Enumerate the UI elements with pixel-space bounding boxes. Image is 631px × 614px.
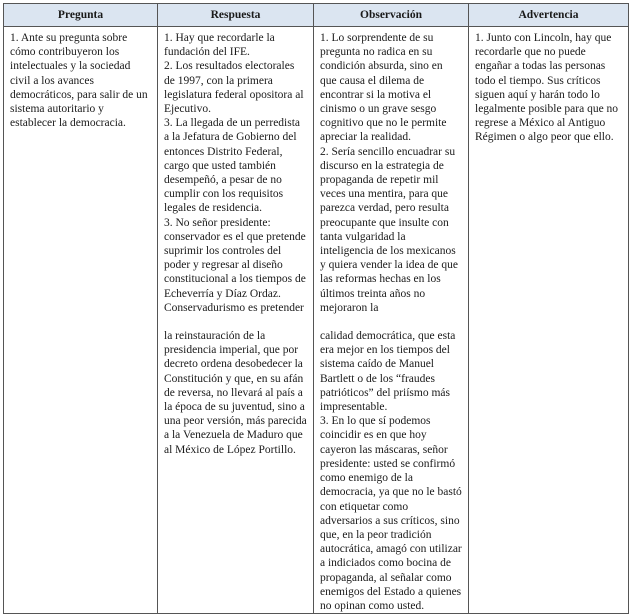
respuesta-item-2: 2. Los resultados electorales de 1997, con la primera legislatura federal opositora al Ejecutivo. <box>164 60 304 116</box>
cell-observacion <box>314 27 469 614</box>
observacion-item-2: 2. Sería sencillo encuadrar su discurso en la estrategia de propaganda de repetir mil veces una mentira, para que parezca verdad, pero resulta preocupante que insulte con tanta vulgaridad la inteligencia de los mexicanos y quiera vender la idea de que las reformas hechas en los últimos treinta años no mejoraron la <box>320 145 458 314</box>
respuesta-item-1: 1. Hay que recordarle la fundación del IFE. <box>164 32 275 59</box>
comparison-table <box>3 3 629 614</box>
header-pregunta: Pregunta <box>4 4 158 27</box>
header-respuesta: Respuesta <box>158 4 314 27</box>
respuesta-item-4: 3. No señor presidente: conservador es el que pretende suprimir los controles del poder y regresar al diseño constitucional a los tiempos de Echeverría y Díaz Ordaz. Conservadurismo es pretender <box>164 216 306 314</box>
cell-pregunta <box>4 27 158 614</box>
header-observacion: Observación <box>314 4 469 27</box>
page-break-gap <box>320 315 462 329</box>
page-break-gap <box>164 315 307 329</box>
observacion-item-1: 1. Lo sorprendente de su pregunta no radica en su condición absurda, sino en que causa el dilema de encontrar si la motiva el cinismo o un grave sesgo cognitivo que no le permite apreciar la realidad. <box>320 32 447 144</box>
header-row <box>4 4 629 27</box>
header-advertencia: Advertencia <box>469 4 629 27</box>
table-row <box>4 27 629 614</box>
pregunta-item-1: 1. Ante su pregunta sobre cómo contribuyeron los intelectuales y la sociedad civil a los avances democráticos, para salir de un sistema autoritario y establecer la democracia. <box>10 32 148 130</box>
respuesta-item-3: 3. La llegada de un perredista a la Jefatura de Gobierno del entonces Distrito Federal, cargo que usted también desempeñó, a pesar de no cumplir con los requisitos legales de residencia. <box>164 117 301 215</box>
cell-advertencia <box>469 27 629 614</box>
advertencia-item-1: 1. Junto con Lincoln, hay que recordarle que no puede engañar a todas las personas todo el tiempo. Sus críticos siguen aquí y harán todo lo legalmente posible para que no regrese a México al Antiguo Régimen o algo peor que ello. <box>475 32 619 144</box>
observacion-item-3: 3. En lo que sí podemos coincidir es en que hoy cayeron las máscaras, señor presidente: usted se confirmó como enemigo de la democracia, ya que no le bastó con etiquetar como adversarios a sus críticos, sino que, en la peor tradición autocrática, amagó con utilizar a indiciados como bocina de propaganda, al señalar como enemigos del Estado a quienes no opinan como usted. <box>320 415 462 612</box>
respuesta-item-4-continued: la reinstauración de la presidencia imperial, que por decreto ordena desobedecer la Constitución y que, en su afán de reversa, no llevará al país a la época de su juventud, sino a una peor versión, más parecida a la Venezuela de Maduro que al México de López Portillo. <box>164 330 307 456</box>
cell-respuesta <box>158 27 314 614</box>
observacion-item-2-continued: calidad democrática, que esta era mejor en los tiempos del sistema caído de Manuel Bartlett o de los “fraudes patrióticos” del priísmo más impresentable. <box>320 330 456 414</box>
